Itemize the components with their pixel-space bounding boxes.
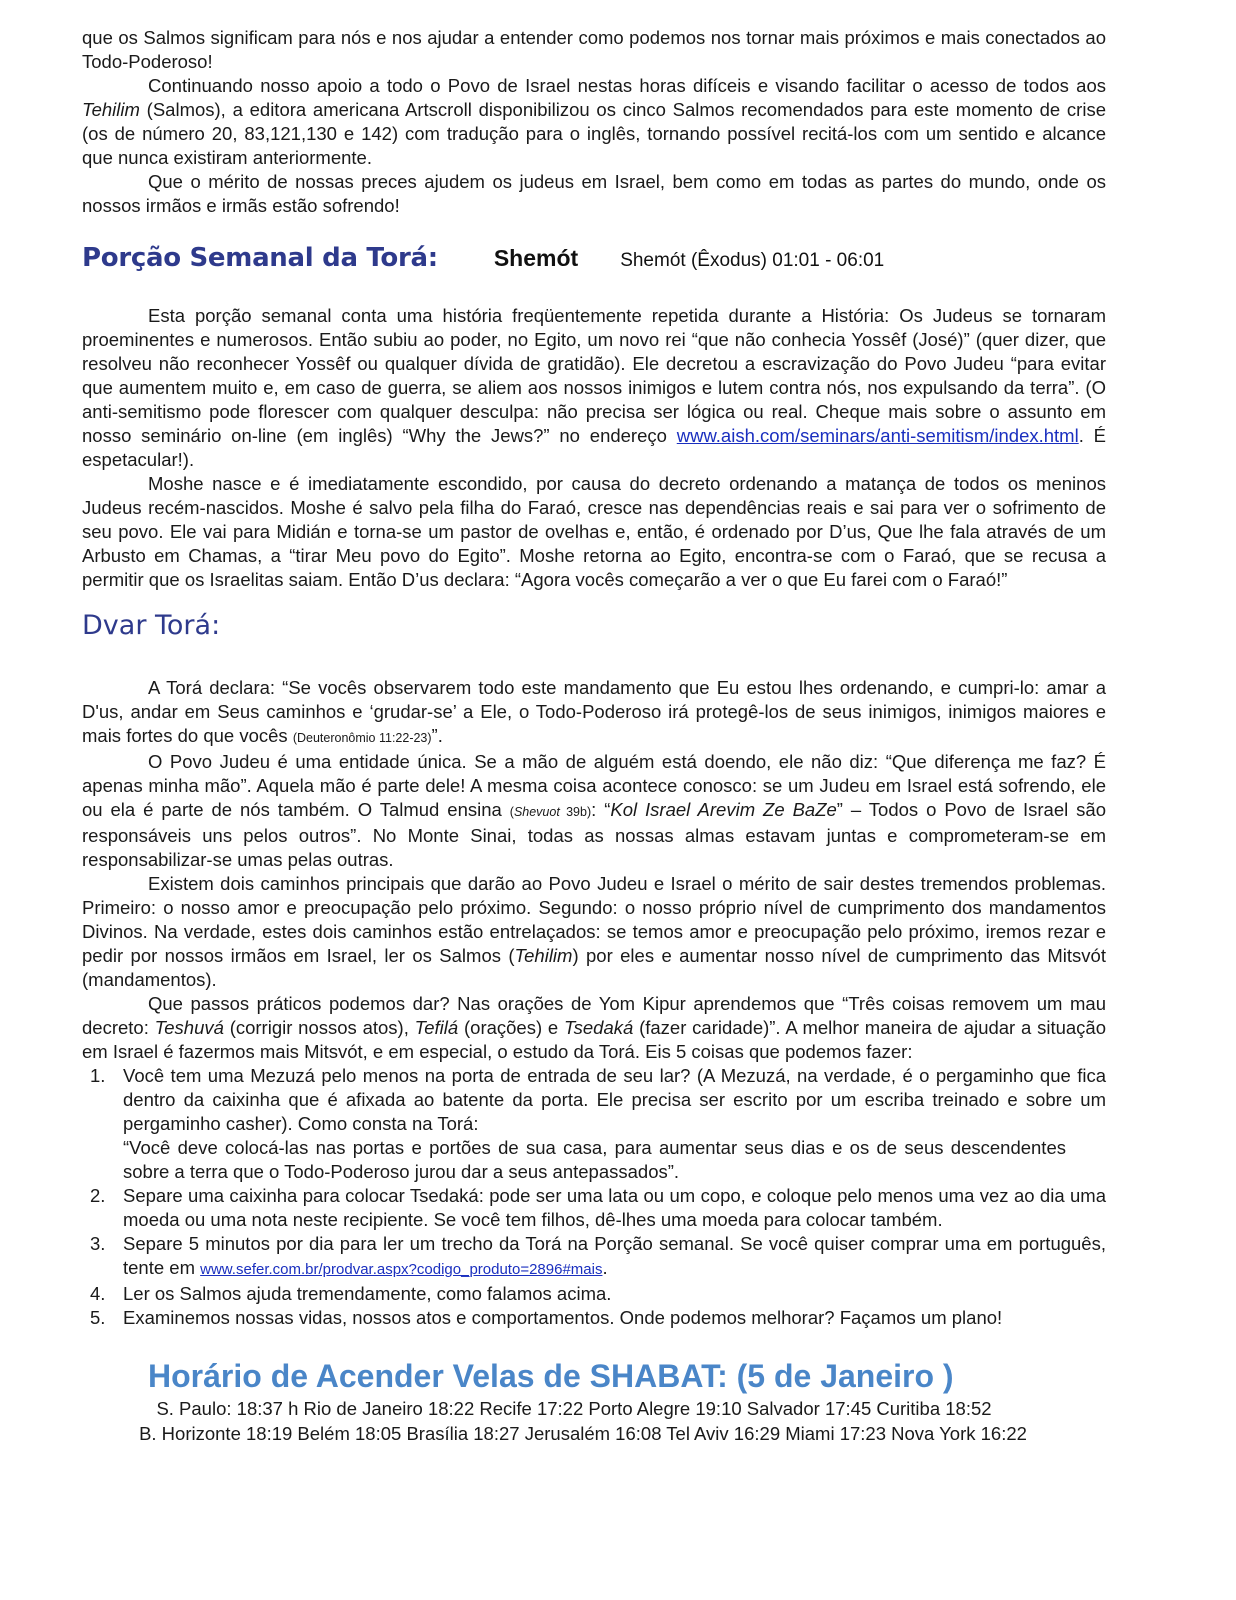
- dvar-paragraph-1: A Torá declara: “Se vocês observarem todo este mandamento que Eu estou lhes ordenando, e cumpri-lo: amar a D'us, andar em Seus caminhos e ‘grudar-se’ a Ele, o Todo-Poderoso irá protegê-los de seus inimigos, inimigos maiores e mais fortes do que vocês (Deuteronômio 11:22-23)”.: [82, 677, 1106, 746]
- candle-times-line-1: S. Paulo: 18:37 h Rio de Janeiro 18:22 Recife 17:22 Porto Alegre 19:10 Salvador 17:45 Curitiba 18:52: [156, 1398, 992, 1419]
- list-item: 4. Ler os Salmos ajuda tremendamente, como falamos acima.: [90, 1283, 612, 1304]
- parasha-paragraph-2: Moshe nasce e é imediatamente escondido, por causa do decreto ordenando a matança de todos os meninos Judeus recém-nascidos. Moshe é salvo pela filha do Faraó, cresce nas dependências reais e sai para ver o sofrimento de seu povo. Ele vai para Midián e torna-se um pastor de ovelhas e, então, é ordenado por D’us, Que lhe fala através de um Arbusto em Chamas, a “tirar Meu povo do Egito”. Moshe retorna ao Egito, encontra-se com o Faraó, que se recusa a permitir que os Israelitas saiam. Então D’us declara: “Agora vocês começarão a ver o que Eu farei com o Faraó!”: [82, 473, 1106, 590]
- parasha-title: Porção Semanal da Torá:: [82, 243, 438, 273]
- parasha-heading: [82, 243, 1106, 294]
- list-item: 2. Separe uma caixinha para colocar Tsedaká: pode ser uma lata ou um copo, e coloque pelo menos uma vez ao dia uma moeda ou uma nota neste recipiente. Se você tem filhos, dê-lhes uma moeda para colocar também.: [90, 1185, 1106, 1230]
- dvar-paragraph-2: O Povo Judeu é uma entidade única. Se a mão de alguém está doendo, ele não diz: “Que diferença me faz? É apenas minha mão”. Aquela mão é parte dele! A mesma coisa acontece conosco: se um Judeu em Israel está sofrendo, ele ou ela é parte de nós também. O Talmud ensina (Shevuot 39b): “Kol Israel Arevim Ze BaZe” – Todos o Povo de Israel são responsáveis uns pelos outros”. No Monte Sinai, todas as nossas almas estavam juntas e comprometeram-se em responsabilizar-se umas pelas outras.: [82, 751, 1106, 870]
- shabat-title: Horário de Acender Velas de SHABAT: (5 de Janeiro ): [148, 1358, 954, 1394]
- dvar-heading: Dvar Torá:: [82, 610, 221, 641]
- dvar-paragraph-4: Que passos práticos podemos dar? Nas orações de Yom Kipur aprendemos que “Três coisas removem um mau decreto: Teshuvá (corrigir nossos atos), Tefilá (orações) e Tsedaká (fazer caridade)”. A melhor maneira de ajudar a situação em Israel é fazermos mais Mitsvót, e em especial, o estudo da Torá. Eis 5 coisas que podemos fazer:: [82, 993, 1106, 1062]
- aish-link[interactable]: www.aish.com/seminars/anti-semitism/index.html: [676, 425, 1079, 446]
- sefer-link[interactable]: www.sefer.com.br/prodvar.aspx?codigo_produto=2896#mais: [200, 1261, 603, 1278]
- list-item: 3. Separe 5 minutos por dia para ler um trecho da Torá na Porção semanal. Se você quiser comprar uma em português, tente em www.sefer.com.br/prodvar.aspx?codigo_produto=2896#mais.: [90, 1233, 1106, 1278]
- action-list: [82, 1064, 1106, 1330]
- citation-deuteronomio: (Deuteronômio 11:22-23): [292, 731, 432, 745]
- tehilim-italic: Tehilim: [82, 99, 140, 120]
- torah-quote: “Você deve colocá-las nas portas e portões de sua casa, para aumentar seus dias e os de seus descendentes sobre a terra que o Todo-Poderoso jurou dar a seus antepassados”.: [123, 1137, 1066, 1182]
- document-page: [82, 26, 1106, 1446]
- intro-paragraph-3: Que o mérito de nossas preces ajudem os judeus em Israel, bem como em todas as partes do mundo, onde os nossos irmãos e irmãs estão sofrendo!: [82, 171, 1106, 216]
- citation-shevuot: (Shevuot 39b): [509, 805, 592, 819]
- kol-israel-italic: Kol Israel Arevim Ze BaZe: [610, 799, 837, 820]
- intro-paragraph-1: que os Salmos significam para nós e nos ajudar a entender como podemos nos tornar mais próximos e mais conectados ao Todo-Poderoso!: [82, 27, 1106, 72]
- parasha-paragraph-1: Esta porção semanal conta uma história freqüentemente repetida durante a História: Os Judeus se tornaram proeminentes e numerosos. Então subiu ao poder, no Egito, um novo rei “que não conhecia Yossêf (José)” (quer dizer, que resolveu não reconhecer Yossêf ou qualquer dívida de gratidão). Ele decretou a escravização do Povo Judeu “para evitar que aumentem muito e, em caso de guerra, se aliem aos nossos inimigos e lutem contra nós, nos expulsando da terra”. (O anti-semitismo pode florescer com qualquer desculpa: não precisa ser lógica ou real. Cheque mais sobre o assunto em nosso seminário on-line (em inglês) “Why the Jews?” no endereço www.aish.com/seminars/anti-semitism/index.html. É espetacular!).: [82, 305, 1106, 470]
- parasha-name: Shemót: [493, 245, 579, 271]
- parasha-reference: Shemót (Êxodus) 01:01 - 06:01: [620, 250, 885, 271]
- candle-times-line-2: B. Horizonte 18:19 Belém 18:05 Brasília 18:27 Jerusalém 16:08 Tel Aviv 16:29 Miami 17:23 Nova York 16:22: [139, 1423, 1027, 1444]
- list-item: 1. Você tem uma Mezuzá pelo menos na porta de entrada de seu lar? (A Mezuzá, na verdade, é o pergaminho que fica dentro da caixinha que é afixada ao batente da porta. Ele precisa ser escrito por um escriba treinado e sobre um pergaminho casher). Como consta na Torá:: [90, 1065, 1106, 1134]
- list-item: 5. Examinemos nossas vidas, nossos atos e comportamentos. Onde podemos melhorar? Façamos um plano!: [90, 1307, 1003, 1328]
- intro-paragraph-2: Continuando nosso apoio a todo o Povo de Israel nestas horas difíceis e visando facilitar o acesso de todos aos Tehilim (Salmos), a editora americana Artscroll disponibilizou os cinco Salmos recomendados para este momento de crise (os de número 20, 83,121,130 e 142) com tradução para o inglês, tornando possível recitá-los com um sentido e alcance que nunca existiram anteriormente.: [82, 75, 1106, 168]
- dvar-paragraph-3: Existem dois caminhos principais que darão ao Povo Judeu e Israel o mérito de sair destes tremendos problemas. Primeiro: o nosso amor e preocupação pelo próximo. Segundo: o nosso próprio nível de cumprimento dos mandamentos Divinos. Na verdade, estes dois caminhos estão entrelaçados: se temos amor e preocupação pelo próximo, iremos rezar e pedir por nossos irmãos em Israel, ler os Salmos (Tehilim) por eles e aumentar nosso nível de cumprimento das Mitsvót (mandamentos).: [82, 873, 1106, 990]
